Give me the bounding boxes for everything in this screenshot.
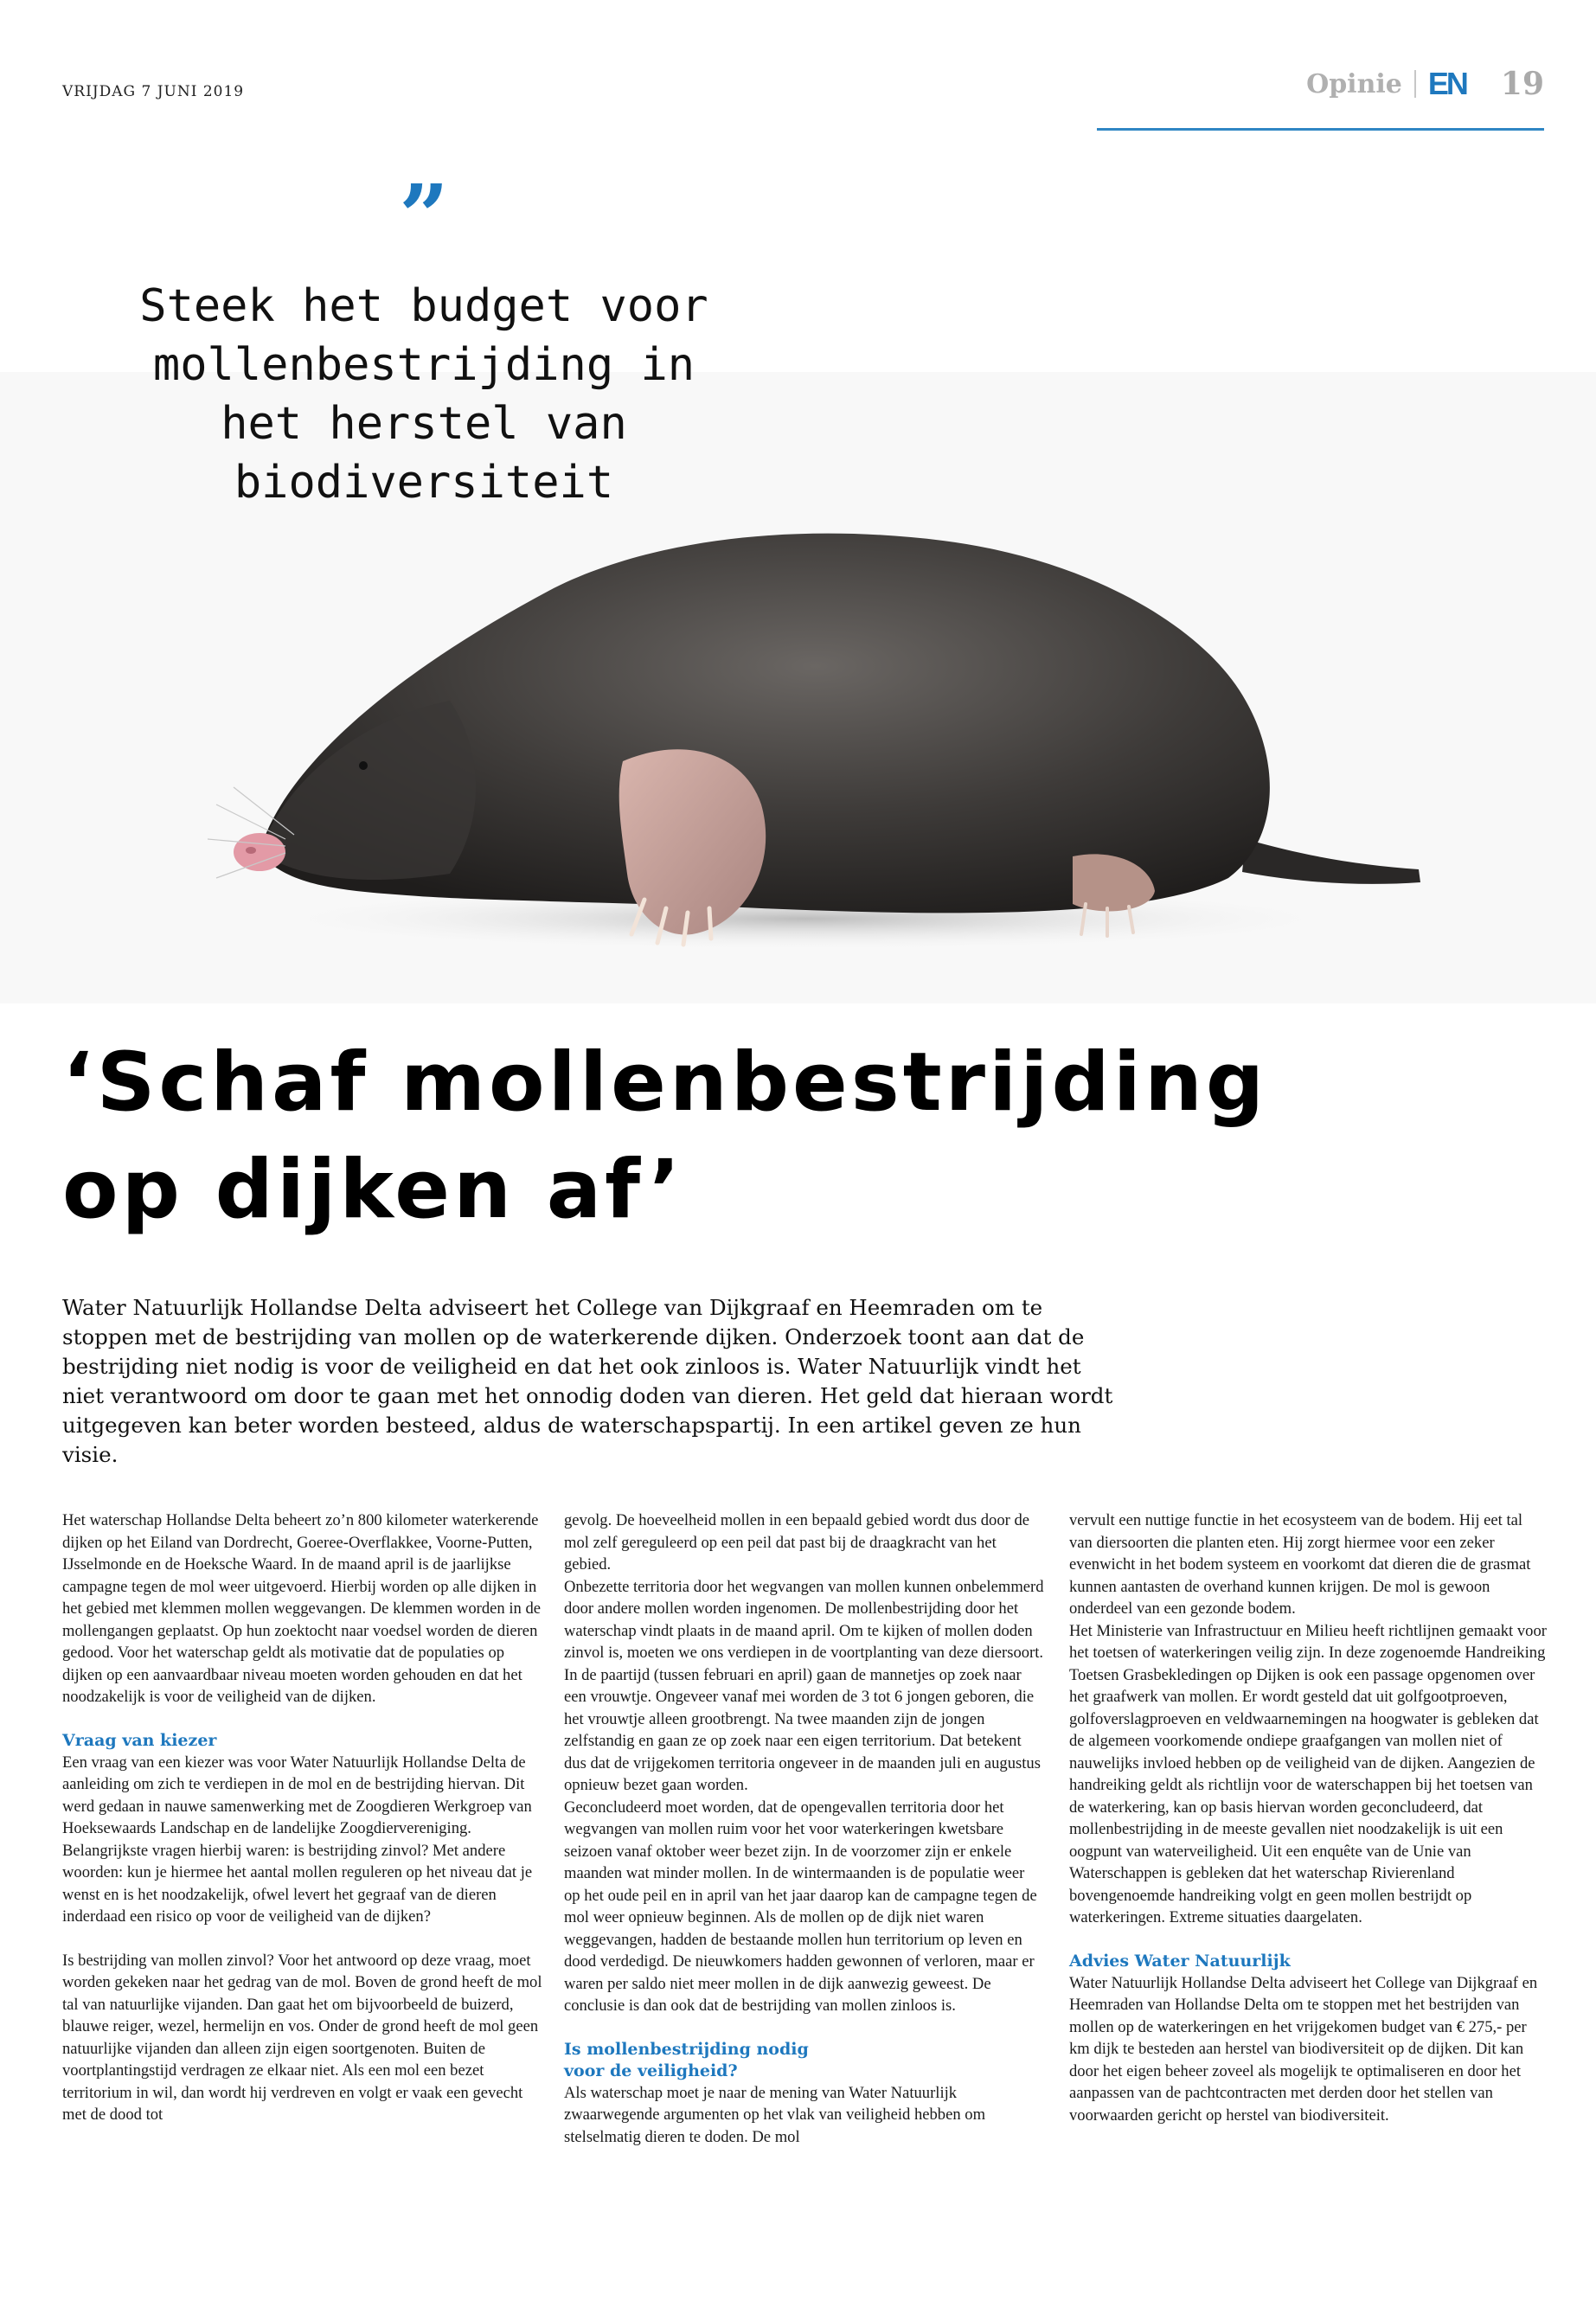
paragraph: Onbezette territoria door het wegvangen van mollen kunnen onbelemmerd door andere mollen worden ingenomen. De mollenbestrijding door het waterschap vindt plaats in de maand april. Om te kijken of mollen doden zinvol is, moeten we ons verdiepen in de voortplanting van deze diersoort. In de paartijd (tussen februari en april) gaan de mannetjes op zoek naar een vrouwtje. Ongeveer vanaf mei worden de 3 tot 6 jongen geboren, die het vrouwtje alleen grootbrengt. Na twee maanden zijn de jongen zelfstandig en gaan ze op zoek naar een eigen territorium. Dat betekent dus dat de vrijgekomen territoria ongeveer in de maanden juli en augustus opnieuw bezet gaan worden. xyxy=(564,1577,1044,1794)
paragraph: Is bestrijding van mollen zinvol? Voor het antwoord op deze vraag, moet worden gekeken naar het gedrag van de mol. Boven de grond heeft de mol tal van natuurlijke vijanden. Dan gaat het om bijvoorbeeld de buizerd, blauwe reiger, wezel, hermelijn en vos. Onder de grond heeft de mol geen natuurlijke vijanden dan alleen zijn eigen soortgenoten. Buiten de voortplantingstijd verdragen ze elkaar niet. Als een mol een bezet territorium in wil, dan wordt hij verdreven en volgt er vaak een gevecht met de dood tot xyxy=(62,1951,542,2124)
article-column-2 xyxy=(564,1509,1044,2148)
paragraph: Water Natuurlijk Hollandse Delta adviseert het College van Dijkgraaf en Heemraden van Hollandse Delta om te stoppen met het bestrijden van mollen op de waterkeringen en het vrijgekomen budget van € 275,- per km dijk te besteden aan herstel van biodiversiteit op de dijken. Dit kan door het eigen beheer zoveel als mogelijk te optimaliseren en door het aanpassen van de pachtcontracten met derden door het stellen van voorwaarden gericht op herstel van biodiversiteit. xyxy=(1069,1973,1538,2125)
subheading: Vraag van kiezer xyxy=(62,1730,217,1750)
pull-quote xyxy=(130,165,718,512)
paragraph: Geconcludeerd moet worden, dat de opengevallen territoria door het wegvangen van mollen ruim voor het voor waterkeringen kwetsbare seizoen vanaf oktober weer bezet zijn. In de voorzomer zijn er enkele maanden wat minder mollen. In de wintermaanden is de populatie weer op het oude peil en in april van het jaar daarop kan de campagne tegen de mol weer opnieuw beginnen. Als de mollen op de dijk niet waren weggevangen, hadden de bestaande mollen hun territorium op leven en dood verdedigd. De nieuwkomers hadden gewonnen of verloren, maar er waren per saldo niet meer mollen in de dijk aanwezig geweest. De conclusie is dan ook dat de bestrijding van mollen zinloos is. xyxy=(564,1798,1037,2015)
page-number: 19 xyxy=(1500,66,1544,102)
article-column-1 xyxy=(62,1509,542,2126)
mole-snout xyxy=(234,833,285,871)
pull-quote-text: Steek het budget voor mollenbestrijding in het herstel van biodiversiteit xyxy=(139,280,708,509)
paragraph: Het Ministerie van Infrastructuur en Milieu heeft richtlijnen gemaakt voor het toetsen of waterkeringen veilig zijn. In deze zogenoemde Handreiking Toetsen Grasbekledingen op Dijken is ook een passage opgenomen over het graafwerk van mollen. Er wordt gesteld dat uit golfgootproeven, golfoverslagproeven en veldwaarnemingen na hoogwater is gebleken dat de algemeen voorkomende ondiepe graafgangen van mollen niet of nauwelijks invloed hebben op de veiligheid van de dijken. Aangezien de handreiking geldt als richtlijn voor de waterschappen bij het toetsen van de waterkering, kan op basis hiervan worden geconcludeerd, dat mollenbestrijding in de meeste gevallen niet noodzakelijk is uit een oogpunt van waterveiligheid. Uit een enquête van de Unie van Waterschappen is gebleken dat het waterschap Rivierenland bovengenoemde handreiking volgt en geen mollen bestrijdt op waterkeringen. Extreme situaties daargelaten. xyxy=(1069,1621,1547,1926)
article-headline xyxy=(62,1029,1533,1244)
header-rule xyxy=(1097,128,1544,131)
mole-eye xyxy=(359,761,368,770)
section-label: Opinie xyxy=(1306,68,1402,99)
paragraph: vervult een nuttige functie in het ecosysteem van de bodem. Hij eet tal van diersoorten die planten eten. Hij zorgt hiermee voor een zeker evenwicht in het bodem systeem en voorkomt dat dieren die de grasmat kunnen aantasten de overhand kunnen krijgen. De mol is gewoon onderdeel van een gezonde bodem. xyxy=(1069,1511,1531,1618)
headline-line-1: ‘Schaf mollenbestrijding xyxy=(62,1035,1268,1130)
article-column-3 xyxy=(1069,1509,1549,2126)
article-intro: Water Natuurlijk Hollandse Delta adviseert het College van Dijkgraaf en Heemraden om te stoppen met de bestrijding van mollen op de waterkerende dijken. Onderzoek toont aan dat de bestrijding niet nodig is voor de veiligheid en dat het ook zinloos is. Water Natuurlijk vindt het niet verantwoord om door te gaan met het onnodig doden van dieren. Het geld dat hieraan wordt uitgegeven kan beter worden besteed, aldus de waterschapspartij. In een artikel geven ze hun visie. xyxy=(62,1295,1113,1467)
paragraph: Het waterschap Hollandse Delta beheert zo’n 800 kilometer waterkerende dijken op het Eiland van Dordrecht, Goeree-Overflakkee, Voorne-Putten, IJsselmonde en de Hoeksche Waard. In de maand april is de jaarlijkse campagne tegen de mol weer uitgevoerd. Hierbij worden op alle dijken in het gebied met klemmen mollen weggevangen. De klemmen worden in de mollengangen geplaatst. Op hun zoektocht naar voedsel worden de dieren gedood. Voor het waterschap geldt als motivatie dat de populaties op dijken op een aanvaardbaar niveau moeten worden gehouden en dat het noodzakelijk is voor de veiligheid van de dijken. xyxy=(62,1511,541,1706)
paragraph: gevolg. De hoeveelheid mollen in een bepaald gebied wordt dus door de mol zelf gereguleerd op een peil dat past bij de draagkracht van het gebied. xyxy=(564,1511,1030,1574)
quote-mark-icon: ” xyxy=(399,165,449,267)
paragraph: Een vraag van een kiezer was voor Water Natuurlijk Hollandse Delta de aanleiding om zich te verdiepen in de mol en de bestrijding hiervan. Dit werd gedaan in nauwe samenwerking met de Zoogdieren Werkgroep van Hoeksewaards Landschap en de landelijke Zoogdiervereniging. Belangrijkste vragen hierbij waren: is bestrijding zinvol? Met andere woorden: kun je hiermee het aantal mollen reguleren op het niveau dat je wenst en is het noodzakelijk, ofwel levert het gegraaf van de dieren inderdaad een risico op voor de veiligheid van de dijken? xyxy=(62,1753,533,1926)
header-divider xyxy=(1414,70,1416,98)
subheading: Advies Water Natuurlijk xyxy=(1069,1951,1291,1971)
newspaper-logo: EN xyxy=(1427,66,1466,101)
mole-nostril xyxy=(246,847,256,854)
page-header xyxy=(1306,66,1544,102)
issue-date: VRIJDAG 7 JUNI 2019 xyxy=(62,83,245,100)
headline-line-2: op dijken af’ xyxy=(62,1143,684,1237)
subheading: Is mollenbestrijding nodig voor de veiligheid? xyxy=(564,2039,809,2080)
paragraph: Als waterschap moet je naar de mening van Water Natuurlijk zwaarwegende argumenten op het vlak van veiligheid hebben om stelselmatig dieren te doden. De mol xyxy=(564,2083,986,2146)
